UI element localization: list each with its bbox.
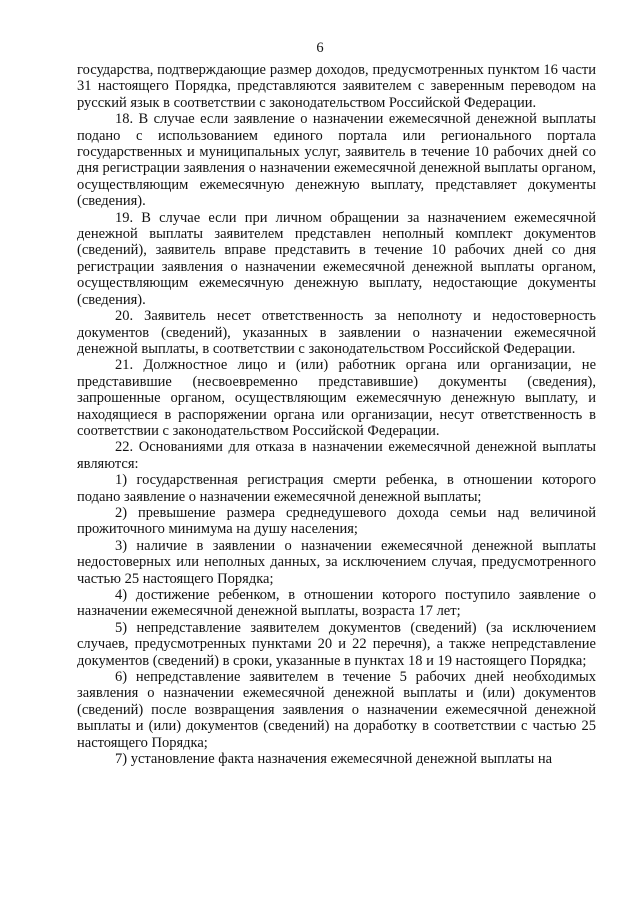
- paragraph-18: 18. В случае если заявление о назначении ежемесячной денежной выплаты подано с использованием единого портала или регионального портала государственных и муниципальных услуг, заявитель в течение 10 рабочих дней со дня регистрации заявления о назначении ежемесячной денежной выплаты органом, осуществляющим ежемесячную денежную выплату, представляет документы (сведения).: [77, 111, 596, 210]
- list-item-7: 7) установление факта назначения ежемесячной денежной выплаты на: [115, 751, 553, 768]
- paragraph-22: 22. Основаниями для отказа в назначении ежемесячной денежной выплаты являются:: [77, 439, 596, 472]
- list-item-3: 3) наличие в заявлении о назначении ежемесячной денежной выплаты недостоверных или неполных данных, за исключением случая, предусмотренного частью 25 настоящего Порядка;: [77, 537, 596, 587]
- list-item-1: 1) государственная регистрация смерти ребенка, в отношении которого подано заявление о назначении ежемесячной денежной выплаты;: [77, 472, 596, 505]
- list-item-5: 5) непредставление заявителем документов (сведений) (за исключением случаев, предусмотренных пунктами 20 и 22 перечня), а также непредставление документов (сведений) в сроки, указанные в пунктах 18 и 19 настоящего Порядка;: [77, 619, 596, 669]
- document-body: [77, 62, 596, 767]
- paragraph-continuation: государства, подтверждающие размер доходов, предусмотренных пунктом 16 части 31 настоящего Порядка, представляются заявителем с заверенным переводом на русский язык в соответствии с законодательством Российской Федерации.: [77, 62, 596, 111]
- paragraph-19: 19. В случае если при личном обращении за назначением ежемесячной денежной выплаты заявителем представлен неполный комплект документов (сведений), заявитель вправе представить в течение 10 рабочих дней со дня регистрации заявления о назначении ежемесячной денежной выплаты органом, осуществляющим ежемесячную денежную выплату, недостающие документы (сведения).: [77, 209, 596, 308]
- paragraph-20: 20. Заявитель несет ответственность за неполноту и недостоверность документов (сведений), указанных в заявлении о назначении ежемесячной денежной выплаты, в соответствии с законодательством Российской Федерации.: [77, 308, 596, 357]
- list-item-6: 6) непредставление заявителем в течение 5 рабочих дней необходимых заявления о назначении ежемесячной денежной выплаты и (или) документов (сведений) после возвращения заявления о назначении ежемесячной денежной выплаты и (или) документов (сведений) на доработку в соответствии с частью 25 настоящего Порядка;: [77, 669, 596, 751]
- list-item-4: 4) достижение ребенком, в отношении которого поступило заявление о назначении ежемесячной денежной выплаты, возраста 17 лет;: [77, 587, 596, 620]
- paragraph-21: 21. Должностное лицо и (или) работник органа или организации, не представившие (несвоевременно представившие) документы (сведения), запрошенные органом, осуществляющим ежемесячную денежную выплату, и находящиеся в распоряжении органа или организации, несут ответственность в соответствии с законодательством Российской Федерации.: [77, 357, 596, 439]
- list-item-2: 2) превышение размера среднедушевого дохода семьи над величиной прожиточного минимума на душу населения;: [77, 504, 596, 538]
- page-number: 6: [316, 40, 324, 56]
